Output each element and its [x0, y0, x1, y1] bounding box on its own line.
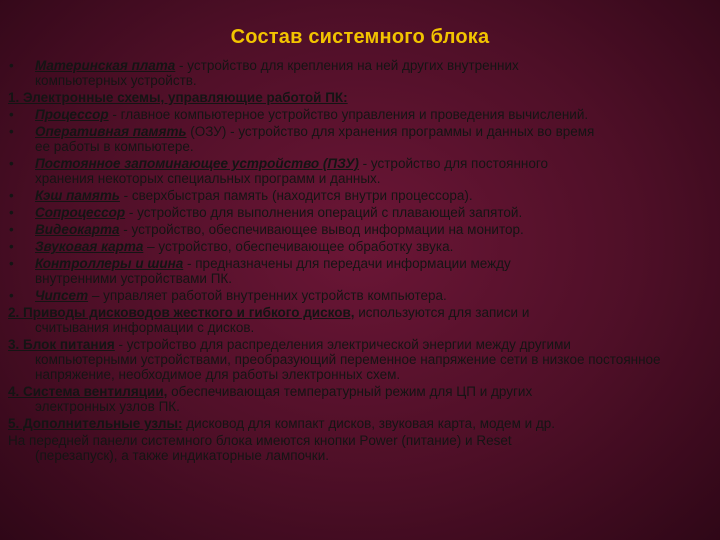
slide-title: Состав системного блока	[230, 26, 490, 48]
item-continuation: компьютерными устройствами, преобразующий переменное напряжение сети в низкое постоянное напряжение, необходимое для работы электронных схем.	[35, 352, 661, 382]
term: Оперативная память	[35, 124, 187, 139]
bullet-icon: •	[9, 58, 14, 73]
item-text: обеспечивающая температурный режим для ЦП и других	[167, 384, 533, 399]
term: Процессор	[35, 107, 109, 122]
term: Сопроцессор	[35, 205, 126, 220]
item-continuation: считывания информации с дисков.	[35, 320, 255, 335]
item-text: - главное компьютерное устройство управления и проведения вычислений.	[108, 107, 589, 122]
term: Контроллеры и шина	[35, 256, 184, 271]
item-text: – управляет работой внутренних устройств компьютера.	[88, 288, 447, 303]
bullet-icon: •	[9, 124, 14, 139]
term: Постоянное запоминающее устройство (ПЗУ)	[35, 156, 359, 171]
item-continuation: компьютерных устройств.	[35, 73, 197, 88]
section-heading: 2. Приводы дисководов жесткого и гибкого дисков,	[8, 305, 355, 320]
list-item	[8, 288, 714, 303]
list-item	[8, 222, 714, 237]
item-text: - устройство для крепления на ней других внутренних	[175, 58, 519, 73]
item-text: - устройство для постоянного	[358, 156, 548, 171]
term: Чипсет	[35, 288, 89, 303]
item-text: На передней панели системного блока имеются кнопки Power (питание) и Reset	[8, 433, 512, 448]
bullet-icon: •	[9, 205, 14, 220]
section-heading: 5. Дополнительные узлы:	[8, 416, 183, 431]
item-text: - устройство для выполнения операций с плавающей запятой.	[125, 205, 523, 220]
bullet-icon: •	[9, 239, 14, 254]
term: Кэш память	[35, 188, 120, 203]
list-item	[8, 124, 714, 154]
item-text: используются для записи и	[354, 305, 530, 320]
list-item	[8, 433, 714, 463]
bullet-icon: •	[9, 256, 14, 271]
list-item	[8, 256, 714, 286]
term: Видеокарта	[35, 222, 120, 237]
item-text: - устройство для распределения электрической энергии между другими	[114, 337, 571, 352]
item-text: - устройство, обеспечивающее вывод информации на монитор.	[119, 222, 524, 237]
slide-content	[8, 58, 714, 465]
bullet-icon: •	[9, 107, 14, 122]
bullet-icon: •	[9, 188, 14, 203]
section-heading: 4. Система вентиляции,	[8, 384, 168, 399]
bullet-icon: •	[9, 156, 14, 171]
list-item	[8, 239, 714, 254]
list-item	[8, 188, 714, 203]
list-item	[8, 416, 714, 431]
item-text: - сверхбыстрая память (находится внутри процессора).	[119, 188, 473, 203]
bullet-icon: •	[9, 222, 14, 237]
item-text: – устройство, обеспечивающее обработку звука.	[143, 239, 454, 254]
list-item	[8, 90, 714, 105]
term: Материнская плата	[35, 58, 176, 73]
list-item	[8, 337, 714, 382]
item-continuation: внутренними устройствами ПК.	[35, 271, 233, 286]
item-text: - предназначены для передачи информации между	[183, 256, 511, 271]
list-item	[8, 205, 714, 220]
section-heading: 1. Электронные схемы, управляющие работой ПК:	[8, 90, 348, 105]
list-item	[8, 384, 714, 414]
item-text: (ОЗУ) - устройство для хранения программы и данных во время	[186, 124, 595, 139]
list-item	[8, 156, 714, 186]
term: Звуковая карта	[35, 239, 144, 254]
list-item	[8, 58, 714, 88]
item-continuation: электронных узлов ПК.	[35, 399, 180, 414]
list-item	[8, 305, 714, 335]
section-heading: 3. Блок питания	[8, 337, 115, 352]
item-continuation: хранения некоторых специальных программ и данных.	[35, 171, 381, 186]
bullet-icon: •	[9, 288, 14, 303]
list-item	[8, 107, 714, 122]
item-continuation: ее работы в компьютере.	[35, 139, 194, 154]
item-text: дисковод для компакт дисков, звуковая карта, модем и др.	[182, 416, 556, 431]
item-continuation: (перезапуск), а также индикаторные лампочки.	[35, 448, 330, 463]
